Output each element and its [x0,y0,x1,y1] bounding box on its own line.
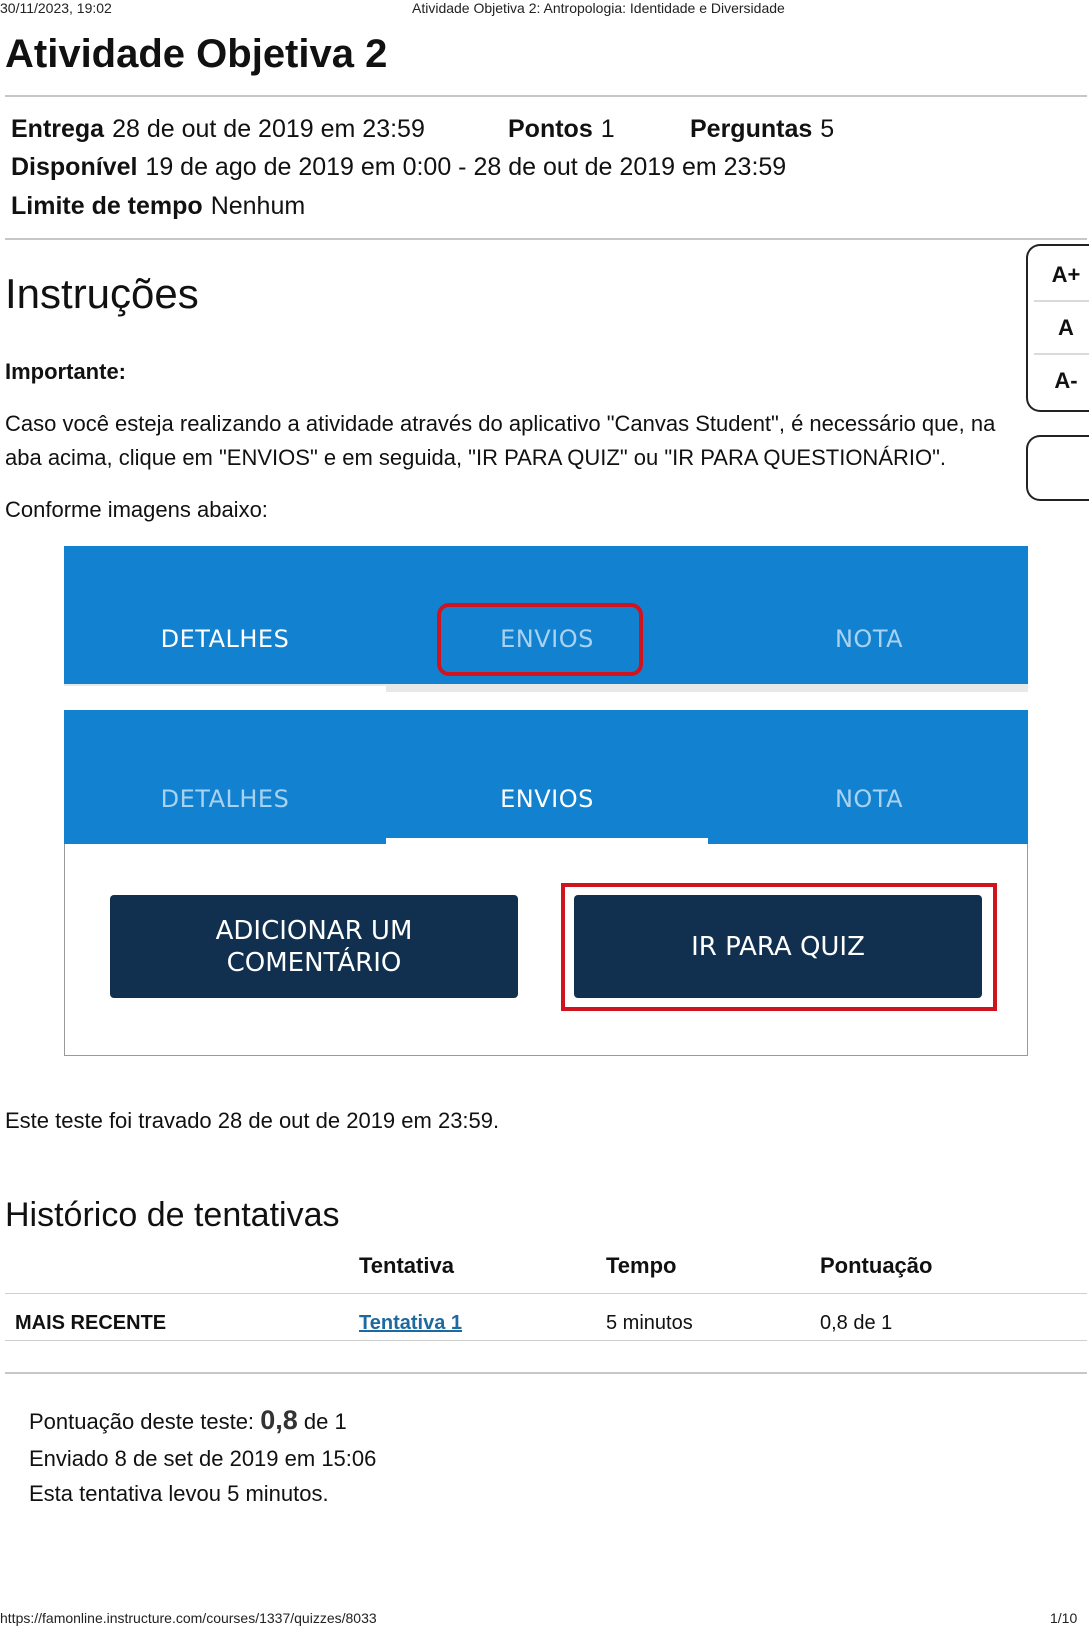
add-comment-label-1: ADICIONAR UM [215,915,413,946]
print-url: https://famonline.instructure.com/courses/1337/quizzes/8033 [0,1610,377,1626]
instructions-heading: Instruções [5,270,199,317]
detail-perguntas [690,115,834,144]
score-line [29,1405,347,1436]
envios-highlight [437,603,643,676]
perguntas-label: Perguntas [690,115,813,143]
attempt-link[interactable]: Tentativa 1 [359,1312,462,1334]
go-to-quiz-button: IR PARA QUIZ [574,895,982,998]
instructions-text-3: Conforme imagens abaixo: [5,497,268,522]
attempt-score: 0,8 de 1 [820,1312,893,1334]
instructions-text-2: aba acima, clique em "ENVIOS" e em seguida, "IR PARA QUIZ" ou "IR PARA QUESTIONÁRIO". [5,445,947,470]
disponivel-value: 19 de ago de 2019 em 0:00 - 28 de out de 2019 em 23:59 [145,153,787,181]
font-normal-button[interactable]: A [1034,303,1089,355]
detail-entrega [11,115,425,144]
pontos-value: 1 [600,115,615,143]
col-time: Tempo [606,1253,677,1278]
disponivel-label: Disponível [11,153,138,181]
row-label: MAIS RECENTE [15,1312,167,1334]
divider [5,95,1087,97]
print-timestamp: 30/11/2023, 19:02 [0,0,112,16]
tab-detalhes: DETALHES [160,625,290,653]
tab-nota: NOTA [834,625,904,653]
pontos-label: Pontos [508,115,593,143]
score-value: 0,8 [260,1405,298,1435]
font-decrease-button[interactable]: A- [1054,368,1078,393]
limite-label: Limite de tempo [11,192,203,220]
divider [5,1372,1087,1374]
side-panel-button[interactable] [1026,435,1089,501]
entrega-label: Entrega [11,115,105,143]
locked-notice: Este teste foi travado 28 de out de 2019 em 23:59. [5,1108,500,1133]
table-row [359,1312,462,1335]
attempt-time: 5 minutos [606,1312,693,1334]
table-divider [5,1340,1087,1341]
submitted-date: Enviado 8 de set de 2019 em 15:06 [29,1446,377,1471]
entrega-value: 28 de out de 2019 em 23:59 [112,115,425,143]
tab-nota: NOTA [834,785,904,813]
font-increase-button[interactable]: A+ [1034,250,1089,302]
tab-envios: ENVIOS [500,785,594,813]
tab-envios: ENVIOS [500,625,594,653]
attempt-duration: Esta tentativa levou 5 minutos. [29,1481,329,1506]
col-score: Pontuação [820,1253,933,1278]
col-attempt: Tentativa [359,1253,454,1278]
page-title: Atividade Objetiva 2 [5,32,388,76]
tab-detalhes: DETALHES [160,785,290,813]
divider [5,238,1087,240]
quiz-highlight [561,883,997,1011]
perguntas-value: 5 [820,115,835,143]
limite-value: Nenhum [210,192,306,220]
app-envios-screenshot [64,710,1028,844]
important-label: Importante: [5,359,126,384]
score-prefix: Pontuação deste teste: [29,1409,255,1434]
instructions-text-1: Caso você esteja realizando a atividade através do aplicativo "Canvas Student", é necessário que, na [5,411,996,436]
history-heading: Histórico de tentativas [5,1196,340,1234]
print-page-title: Atividade Objetiva 2: Antropologia: Identidade e Diversidade [412,0,785,16]
detail-disponivel [11,153,786,182]
score-suffix: de 1 [303,1409,347,1434]
tab-underline [64,684,1028,692]
detail-pontos [508,115,615,144]
detail-limite [11,192,305,221]
add-comment-button [110,895,518,998]
print-page-number: 1/10 [1050,1610,1078,1626]
active-tab-indicator [64,686,386,692]
add-comment-label-2: COMENTÁRIO [226,947,402,978]
font-size-controls [1026,244,1089,412]
table-divider [5,1293,1087,1294]
